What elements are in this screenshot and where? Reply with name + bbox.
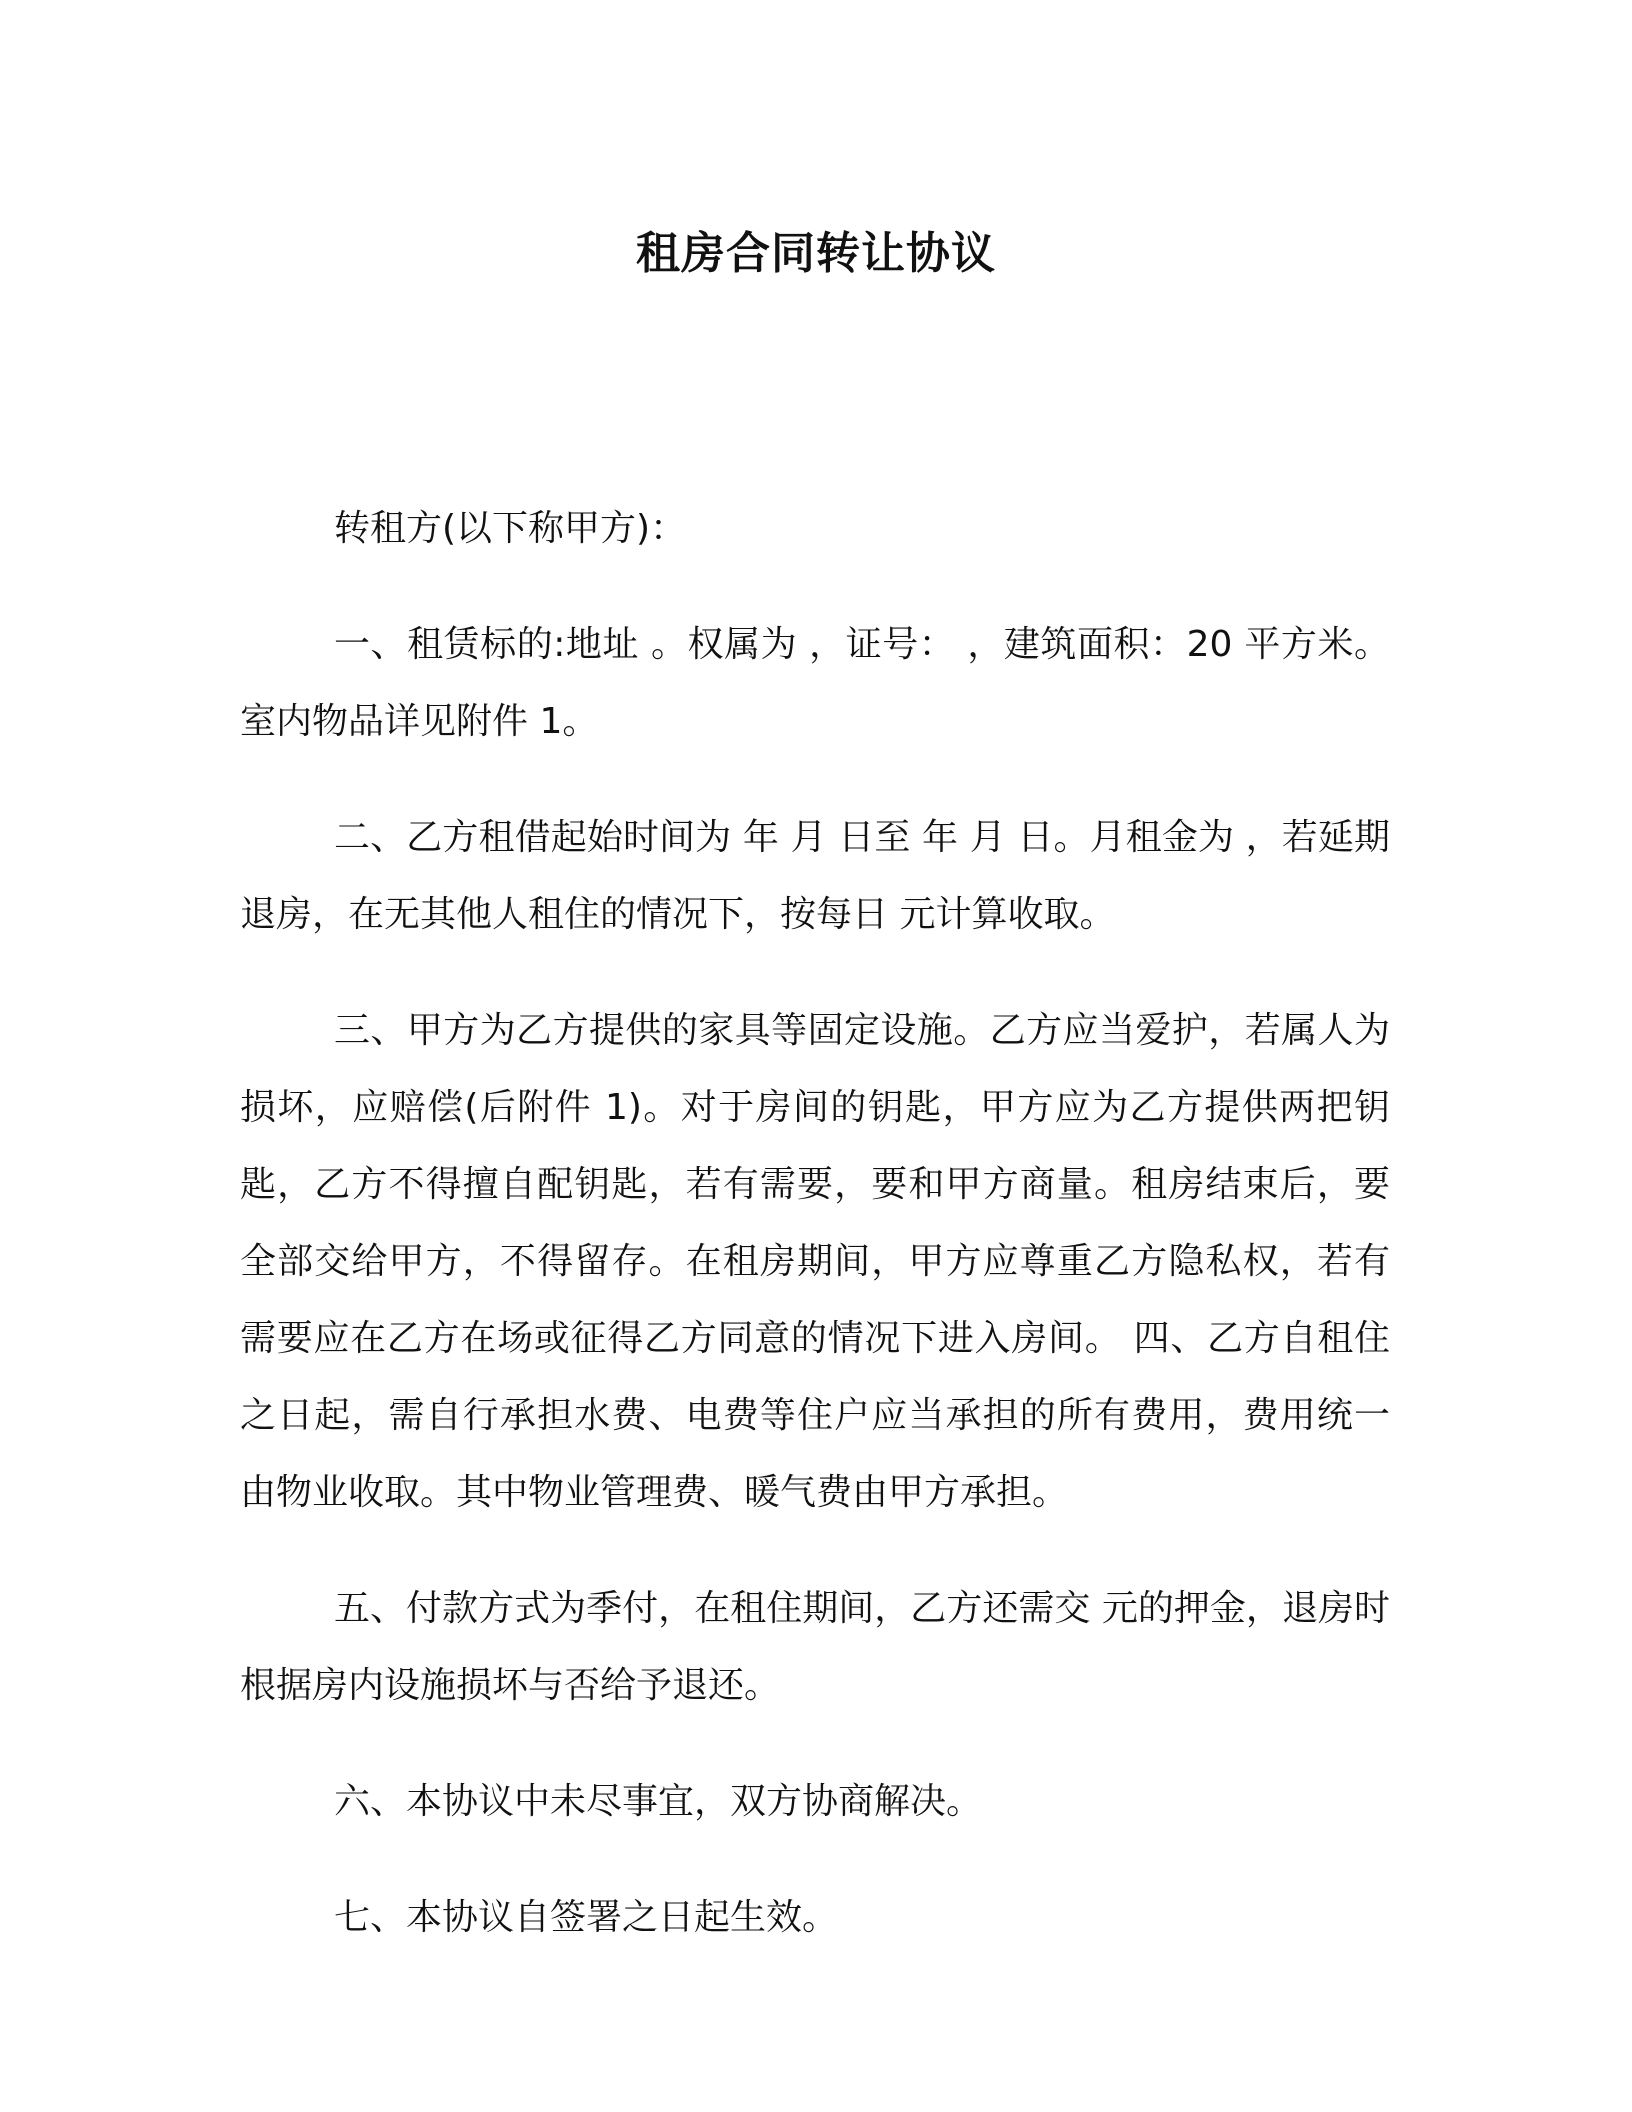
paragraph-clause-3-4: 三、甲方为乙方提供的家具等固定设施。乙方应当爱护，若属人为损坏，应赔偿(后附件 1)。对于房间的钥匙，甲方应为乙方提供两把钥匙，乙方不得擅自配钥匙，若有需要，要和甲方商量。租房结束后，要全部交给甲方，不得留存。在租房期间，甲方应尊重乙方隐私权，若有需要应在乙方在场或征得乙方同意的情况下进入房间。 四、乙方自租住之日起，需自行承担水费、电费等住户应当承担的所有费用，费用统一由物业收取。其中物业管理费、暖气费由甲方承担。	[240, 1010, 1390, 1513]
document-body	[240, 490, 1390, 1995]
paragraph-sublessor: 转租方(以下称甲方)：	[334, 508, 687, 549]
paragraph-clause-5: 五、付款方式为季付，在租住期间，乙方还需交 元的押金，退房时根据房内设施损坏与否给予退还。	[240, 1588, 1390, 1706]
paragraph-clause-7: 七、本协议自签署之日起生效。	[334, 1897, 839, 1938]
paragraph-clause-2: 二、乙方租借起始时间为 年 月 日至 年 月 日。月租金为 ，若延期退房，在无其他人租住的情况下，按每日 元计算收取。	[240, 817, 1390, 935]
paragraph-clause-6: 六、本协议中未尽事宜，双方协商解决。	[334, 1781, 983, 1822]
document-title: 租房合同转让协议	[636, 228, 996, 279]
paragraph-clause-1: 一、租赁标的:地址 。权属为 ，证号： ，建筑面积：20 平方米。室内物品详见附件 1。	[240, 624, 1390, 742]
